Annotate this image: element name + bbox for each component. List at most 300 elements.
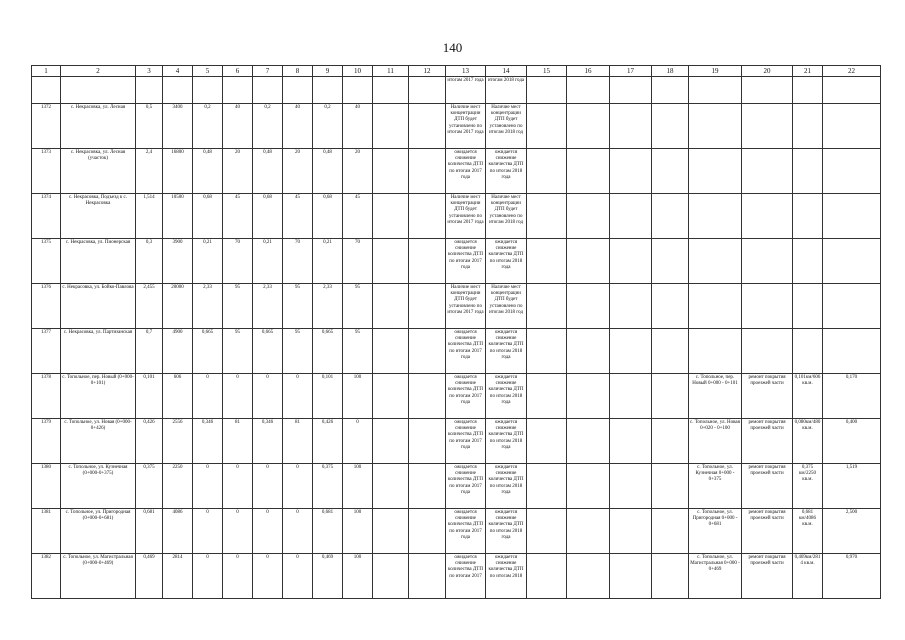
cell-empty (409, 554, 446, 599)
cell-c21 (793, 194, 823, 239)
cell-c8: 0 (283, 554, 313, 599)
cell-c13: ожидается снижение количества ДТП по итогам 2017 года (446, 149, 486, 194)
cell-c21: 0,101км/606 кв.м. (793, 374, 823, 419)
cell-c22 (823, 329, 881, 374)
cell-c10: 70 (343, 239, 373, 284)
column-number-2: 2 (61, 66, 136, 77)
cell-empty (567, 554, 610, 599)
cell-c8: 95 (283, 284, 313, 329)
cell-empty (527, 239, 567, 284)
cell-c6: 95 (223, 284, 253, 329)
cell-c6: 70 (223, 239, 253, 284)
page-number: 140 (442, 40, 463, 55)
cell-c8: 45 (283, 194, 313, 239)
cell-empty (652, 464, 689, 509)
cell-c20 (742, 284, 793, 329)
cell-empty (610, 464, 652, 509)
cell-c21 (793, 239, 823, 284)
cell-c14: ожидается снижение количества ДТП по итогам 2018 (486, 554, 527, 599)
cell-c10: 100 (343, 374, 373, 419)
cell-c3: 0,426 (136, 419, 163, 464)
cell-c4: 10500 (163, 194, 193, 239)
cell-c4: 3400 (163, 104, 193, 149)
cell-n: 1372 (32, 104, 61, 149)
column-number-4: 4 (163, 66, 193, 77)
cell-c13: ожидается снижение количества ДТП по итогам 2017 года (446, 329, 486, 374)
cell-c10: 95 (343, 329, 373, 374)
cell-empty (409, 77, 446, 104)
cell-c19: с. Топольное, ул. Магистральная 0+000 - 0+469 (689, 554, 742, 599)
cell-name: с. Топольное, ул. Новая (0+000-0+426) (61, 419, 136, 464)
cell-c6: 45 (223, 194, 253, 239)
cell-c3: 0,3 (136, 239, 163, 284)
cell-empty (61, 77, 136, 104)
cell-empty (689, 77, 742, 104)
cell-empty (373, 554, 409, 599)
cell-c19 (689, 149, 742, 194)
cell-name: с. Некрасовка, ул. Лесная (61, 104, 136, 149)
cell-empty (823, 77, 881, 104)
cell-name: с. Некрасовка, ул. Лесная (участок) (61, 149, 136, 194)
column-number-21: 21 (793, 66, 823, 77)
cell-empty (652, 329, 689, 374)
column-number-5: 5 (193, 66, 223, 77)
cell-c13: ожидается снижение количества ДТП по итогам 2017 года (446, 239, 486, 284)
cell-c14: ожидается снижение количества ДТП по итогам 2018 года (486, 374, 527, 419)
cell-c19: с. Топольное, пер. Новый 0+000 - 0+101 (689, 374, 742, 419)
cell-empty (610, 554, 652, 599)
cell-empty (527, 554, 567, 599)
cell-c3: 0,7 (136, 329, 163, 374)
cell-c20 (742, 194, 793, 239)
cell-empty (652, 77, 689, 104)
cell-empty (373, 104, 409, 149)
cell-name: с. Некрасовка, ул. Пионерская (61, 239, 136, 284)
cell-c8: 95 (283, 329, 313, 374)
cell-c9: 2,33 (313, 284, 343, 329)
cell-c7: 0,48 (253, 149, 283, 194)
cell-c8: 0 (283, 464, 313, 509)
cell-empty (409, 329, 446, 374)
cell-n: 1375 (32, 239, 61, 284)
cell-c5: 0 (193, 554, 223, 599)
cell-empty (652, 554, 689, 599)
cell-c8: 0 (283, 374, 313, 419)
cell-empty (527, 194, 567, 239)
cell-n: 1381 (32, 509, 61, 554)
cell-c19 (689, 104, 742, 149)
cell-c3: 2,455 (136, 284, 163, 329)
cell-empty (343, 77, 373, 104)
cell-c19 (689, 284, 742, 329)
cell-c7: 2,33 (253, 284, 283, 329)
cell-c8: 20 (283, 149, 313, 194)
cell-c5: 0,21 (193, 239, 223, 284)
cell-c3: 0,5 (136, 104, 163, 149)
cell-empty (223, 77, 253, 104)
cell-c4: 4900 (163, 329, 193, 374)
cell-c21: 0,681 км/4086 кв.м. (793, 509, 823, 554)
cell-c13: ожидается снижение количества ДТП по итогам 2017 года (446, 464, 486, 509)
cell-c13: Наличие мест концентрации ДТП будет установлено по итогам 2017 года (446, 194, 486, 239)
cell-empty (527, 419, 567, 464)
cell-c9: 0,469 (313, 554, 343, 599)
cell-empty (567, 149, 610, 194)
cell-empty (373, 374, 409, 419)
cell-c6: 40 (223, 104, 253, 149)
cell-c4: 606 (163, 374, 193, 419)
cell-empty (527, 104, 567, 149)
cell-c9: 0,101 (313, 374, 343, 419)
cell-c9: 0,375 (313, 464, 343, 509)
cell-empty (567, 239, 610, 284)
cell-empty (610, 77, 652, 104)
cell-empty (610, 194, 652, 239)
cell-c13: ожидается снижение количества ДТП по итогам 2017 (446, 554, 486, 599)
cell-c7: 0,2 (253, 104, 283, 149)
cell-n: 1379 (32, 419, 61, 464)
cell-empty (652, 419, 689, 464)
cell-c4: 16800 (163, 149, 193, 194)
cell-c7: 0,346 (253, 419, 283, 464)
column-number-22: 22 (823, 66, 881, 77)
cell-empty (163, 77, 193, 104)
cell-c3: 0,101 (136, 374, 163, 419)
cell-c20: ремонт покрытия проезжей части (742, 509, 793, 554)
cell-c13: ожидается снижение количества ДТП по итогам 2017 года (446, 419, 486, 464)
cell-c6: 95 (223, 329, 253, 374)
cell-c14: ожидается снижение количества ДТП по итогам 2018 года (486, 464, 527, 509)
cell-c14: ожидается снижение количества ДТП по итогам 2018 года (486, 149, 527, 194)
cell-empty (610, 419, 652, 464)
cell-c8: 81 (283, 419, 313, 464)
cell-c6: 0 (223, 554, 253, 599)
table-row (32, 239, 881, 284)
cell-c21 (793, 284, 823, 329)
cell-empty (610, 104, 652, 149)
cell-c21: 0,080км/480 кв.м. (793, 419, 823, 464)
cell-c9: 0,665 (313, 329, 343, 374)
cell-c6: 81 (223, 419, 253, 464)
cell-c6: 0 (223, 374, 253, 419)
table-row (32, 419, 881, 464)
cell-empty (409, 374, 446, 419)
cell-empty (610, 329, 652, 374)
cell-c14: ожидается снижение количества ДТП по итогам 2018 года (486, 239, 527, 284)
cell-empty (567, 419, 610, 464)
cell-c21: 0,375 км/2250 кв.м. (793, 464, 823, 509)
cell-c14: итогам 2018 года (486, 77, 527, 104)
cell-empty (527, 374, 567, 419)
column-number-18: 18 (652, 66, 689, 77)
cell-empty (373, 239, 409, 284)
cell-c5: 2,33 (193, 284, 223, 329)
column-number-20: 20 (742, 66, 793, 77)
cell-empty (610, 509, 652, 554)
cell-c9: 0,681 (313, 509, 343, 554)
cell-empty (373, 419, 409, 464)
cell-empty (652, 149, 689, 194)
cell-c19 (689, 194, 742, 239)
cell-c9: 0,21 (313, 239, 343, 284)
cell-c20: ремонт покрытия проезжей части (742, 464, 793, 509)
cell-empty (283, 77, 313, 104)
cell-empty (527, 464, 567, 509)
cell-c20 (742, 329, 793, 374)
cell-c22: 0,400 (823, 419, 881, 464)
cell-c9: 0,426 (313, 419, 343, 464)
cell-empty (527, 149, 567, 194)
cell-empty (409, 239, 446, 284)
cell-c5: 0 (193, 509, 223, 554)
column-number-10: 10 (343, 66, 373, 77)
cell-empty (652, 284, 689, 329)
cell-c14: Наличие мест концентрации ДТП будет установлено по итогам 2018 год (486, 284, 527, 329)
cell-c22: 1,519 (823, 464, 881, 509)
cell-n: 1378 (32, 374, 61, 419)
cell-empty (527, 329, 567, 374)
cell-c19: с. Топольное, ул. Пригородная 0+000 - 0+681 (689, 509, 742, 554)
cell-empty (373, 464, 409, 509)
cell-empty (409, 149, 446, 194)
cell-c13: ожидается снижение количества ДТП по итогам 2017 года (446, 374, 486, 419)
cell-c19 (689, 329, 742, 374)
cell-empty (567, 284, 610, 329)
cell-c14: Наличие мест концентрации ДТП будет установлено по итогам 2018 год (486, 104, 527, 149)
cell-c7: 0 (253, 374, 283, 419)
table-row (32, 464, 881, 509)
cell-c9: 0,2 (313, 104, 343, 149)
cell-empty (409, 284, 446, 329)
cell-c13: Наличие мест концентрации ДТП будет установлено по итогам 2017 года (446, 104, 486, 149)
table-row (32, 149, 881, 194)
column-number-9: 9 (313, 66, 343, 77)
cell-c4: 2814 (163, 554, 193, 599)
cell-c14: ожидается снижение количества ДТП по итогам 2018 года (486, 419, 527, 464)
cell-empty (567, 77, 610, 104)
cell-c5: 0 (193, 374, 223, 419)
cell-name: с. Топольное, ул. Кузнечная (0+000-0+375) (61, 464, 136, 509)
cell-c21 (793, 329, 823, 374)
cell-c4: 20000 (163, 284, 193, 329)
continuation-row (32, 77, 881, 104)
column-number-13: 13 (446, 66, 486, 77)
cell-empty (527, 77, 567, 104)
cell-empty (567, 329, 610, 374)
cell-name: с. Некрасовка, ул. Бойко-Павлова (61, 284, 136, 329)
cell-c5: 0,48 (193, 149, 223, 194)
cell-c7: 0,665 (253, 329, 283, 374)
column-number-row (32, 66, 881, 77)
cell-c22 (823, 284, 881, 329)
cell-c20: ремонт покрытия проезжей части (742, 374, 793, 419)
cell-c7: 0,21 (253, 239, 283, 284)
cell-empty (253, 77, 283, 104)
cell-empty (409, 464, 446, 509)
cell-c5: 0,68 (193, 194, 223, 239)
cell-c5: 0 (193, 464, 223, 509)
cell-empty (567, 194, 610, 239)
cell-empty (409, 419, 446, 464)
cell-c20 (742, 239, 793, 284)
cell-c22 (823, 104, 881, 149)
cell-c10: 100 (343, 509, 373, 554)
cell-c7: 0,68 (253, 194, 283, 239)
cell-empty (527, 509, 567, 554)
cell-c10: 40 (343, 104, 373, 149)
column-number-19: 19 (689, 66, 742, 77)
cell-c20: ремонт покрытия проезжей части (742, 554, 793, 599)
cell-c19: с. Топольное, ул. Новая 0+020 - 0+100 (689, 419, 742, 464)
cell-c13: итогам 2017 года (446, 77, 486, 104)
column-number-11: 11 (373, 66, 409, 77)
cell-c9: 0,68 (313, 194, 343, 239)
cell-empty (373, 509, 409, 554)
cell-empty (652, 374, 689, 419)
cell-c22 (823, 149, 881, 194)
cell-empty (373, 77, 409, 104)
cell-n: 1382 (32, 554, 61, 599)
cell-n: 1380 (32, 464, 61, 509)
cell-name: с. Некрасовка, ул. Партизанская (61, 329, 136, 374)
cell-empty (567, 374, 610, 419)
table-row (32, 284, 881, 329)
cell-empty (32, 77, 61, 104)
cell-c7: 0 (253, 554, 283, 599)
cell-c10: 45 (343, 194, 373, 239)
column-number-8: 8 (283, 66, 313, 77)
column-number-1: 1 (32, 66, 61, 77)
column-number-3: 3 (136, 66, 163, 77)
cell-c3: 0,375 (136, 464, 163, 509)
cell-empty (793, 77, 823, 104)
cell-c6: 0 (223, 464, 253, 509)
cell-empty (610, 374, 652, 419)
cell-empty (313, 77, 343, 104)
cell-name: с. Некрасовка, Подъезд к с. Некрасовка (61, 194, 136, 239)
column-number-12: 12 (409, 66, 446, 77)
cell-empty (409, 509, 446, 554)
cell-c22 (823, 239, 881, 284)
cell-c22 (823, 194, 881, 239)
cell-c7: 0 (253, 464, 283, 509)
cell-empty (742, 77, 793, 104)
table-row (32, 374, 881, 419)
cell-name: с. Топольное, ул. Пригородная (0+000-0+681) (61, 509, 136, 554)
cell-c20 (742, 104, 793, 149)
table-row (32, 509, 881, 554)
cell-empty (136, 77, 163, 104)
cell-c5: 0,665 (193, 329, 223, 374)
cell-empty (373, 194, 409, 239)
cell-c21 (793, 104, 823, 149)
cell-c19 (689, 239, 742, 284)
cell-c21 (793, 149, 823, 194)
cell-empty (567, 464, 610, 509)
table-row (32, 329, 881, 374)
cell-empty (409, 104, 446, 149)
table-row (32, 104, 881, 149)
cell-c22: 0,170 (823, 374, 881, 419)
cell-c6: 0 (223, 509, 253, 554)
cell-empty (610, 239, 652, 284)
cell-c6: 20 (223, 149, 253, 194)
cell-empty (652, 509, 689, 554)
cell-c20 (742, 149, 793, 194)
cell-c5: 0,346 (193, 419, 223, 464)
cell-name: с. Топольное, пер. Новый (0+000-0+101) (61, 374, 136, 419)
cell-c3: 2,4 (136, 149, 163, 194)
cell-c4: 4086 (163, 509, 193, 554)
cell-c14: ожидается снижение количества ДТП по итогам 2018 года (486, 509, 527, 554)
cell-empty (652, 194, 689, 239)
cell-c10: 0 (343, 419, 373, 464)
cell-c14: ожидается снижение количества ДТП по итогам 2018 года (486, 329, 527, 374)
table-row (32, 194, 881, 239)
cell-c8: 0 (283, 509, 313, 554)
column-number-17: 17 (610, 66, 652, 77)
column-number-7: 7 (253, 66, 283, 77)
cell-empty (373, 329, 409, 374)
cell-empty (409, 194, 446, 239)
column-number-14: 14 (486, 66, 527, 77)
cell-c22: 0,970 (823, 554, 881, 599)
cell-empty (610, 149, 652, 194)
cell-c4: 2556 (163, 419, 193, 464)
cell-empty (567, 509, 610, 554)
cell-n: 1376 (32, 284, 61, 329)
cell-c9: 0,48 (313, 149, 343, 194)
road-register-table (31, 65, 881, 599)
cell-n: 1377 (32, 329, 61, 374)
cell-c10: 100 (343, 464, 373, 509)
cell-c22: 2,500 (823, 509, 881, 554)
column-number-6: 6 (223, 66, 253, 77)
cell-c14: Наличие мест концентрации ДТП будет установлено по итогам 2018 год (486, 194, 527, 239)
cell-c19: с. Топольное, ул. Кузнечная 0+000 - 0+375 (689, 464, 742, 509)
cell-c4: 2250 (163, 464, 193, 509)
cell-c8: 70 (283, 239, 313, 284)
cell-empty (373, 149, 409, 194)
cell-c7: 0 (253, 509, 283, 554)
cell-n: 1374 (32, 194, 61, 239)
cell-c10: 20 (343, 149, 373, 194)
cell-c20: ремонт покрытия проезжей части (742, 419, 793, 464)
cell-c10: 100 (343, 554, 373, 599)
cell-empty (527, 284, 567, 329)
cell-c10: 95 (343, 284, 373, 329)
cell-c3: 1,514 (136, 194, 163, 239)
cell-empty (567, 104, 610, 149)
cell-name: с. Топольное, ул. Магистральная (0+000-0+469) (61, 554, 136, 599)
cell-c3: 0,681 (136, 509, 163, 554)
cell-c8: 40 (283, 104, 313, 149)
cell-c3: 0,469 (136, 554, 163, 599)
column-number-15: 15 (527, 66, 567, 77)
cell-empty (610, 284, 652, 329)
cell-c5: 0,2 (193, 104, 223, 149)
cell-c4: 3900 (163, 239, 193, 284)
cell-empty (652, 104, 689, 149)
cell-empty (193, 77, 223, 104)
table-row (32, 554, 881, 599)
column-number-16: 16 (567, 66, 610, 77)
cell-empty (373, 284, 409, 329)
cell-n: 1373 (32, 149, 61, 194)
cell-c13: Наличие мест концентрации ДТП будет установлено по итогам 2017 года (446, 284, 486, 329)
cell-empty (652, 239, 689, 284)
cell-c13: ожидается снижение количества ДТП по итогам 2017 года (446, 509, 486, 554)
